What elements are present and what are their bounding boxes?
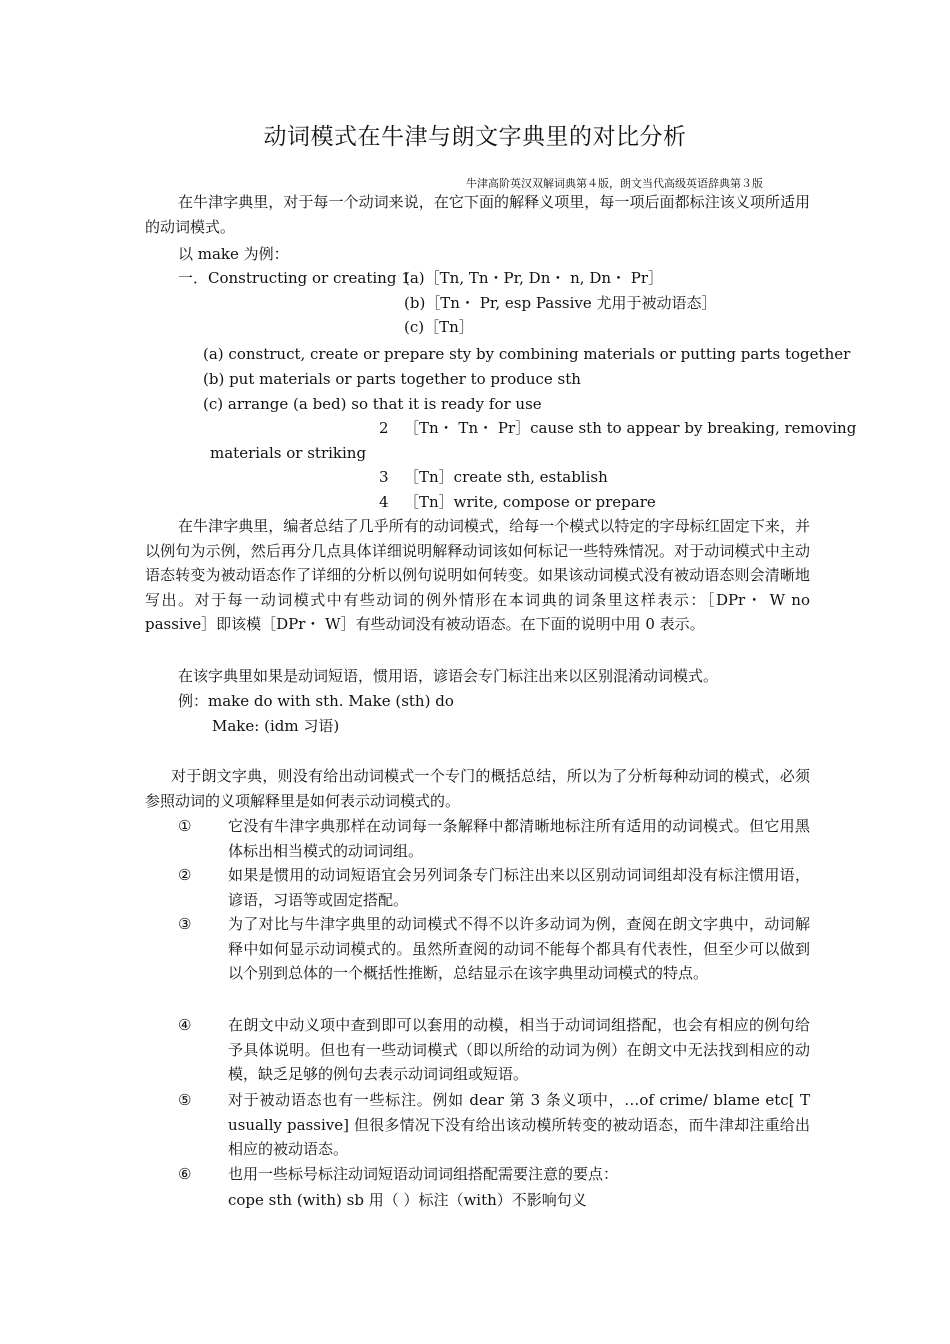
item-2-text: 如果是惯用的动词短语宜会另列词条专门标注出来以区别动词词组却没有标注惯用语，谚语，习语等或固定搭配。 xyxy=(228,866,810,909)
example-line-2: Make: (idm 习语) xyxy=(212,717,340,735)
definition-a: (a) construct, create or prepare sty by combining materials or putting parts together xyxy=(203,345,851,363)
source-note: 牛津高阶英汉双解词典第４版，朗文当代高级英语辞典第３版 xyxy=(466,177,763,190)
sense-3-text: ［Tn］create sth, establish xyxy=(404,468,608,486)
item-4-text: 在朗文中动义项中查到即可以套用的动模，相当于动词词组搭配，也会有相应的例句给予具体说明。但也有一些动词模式（即以所给的动词为例）在朗文中无法找到相应的动模，缺乏足够的例句去表示动词词组或短语。 xyxy=(228,1016,810,1083)
item-6-example: cope sth (with) sb 用（ ）标注（with）不影响句义 xyxy=(228,1191,587,1209)
sense-2-continuation: materials or striking xyxy=(210,444,367,462)
sense-2-text: ［Tn・ Tn・ Pr］cause sth to appear by breaking, removing xyxy=(404,419,857,437)
sense-2-number: 2 xyxy=(379,419,389,437)
sense-c-code: (c)［Tn］ xyxy=(404,318,474,336)
item-5-text: 对于被动语态也有一些标注。例如 dear 第 3 条义项中，…of crime/ blame etc[ T usually passive] 但很多情况下没有给出该动模所转变的被动语态，而牛津却注重给出相应的被动语态。 xyxy=(228,1091,810,1158)
item-6-number: ⑥ xyxy=(178,1165,192,1183)
longman-paragraph: 对于朗文字典，则没有给出动词模式一个专门的概括总结，所以为了分析每种动词的模式，必须参照动词的义项解释里是如何表示动词模式的。 xyxy=(145,767,810,810)
phrase-paragraph: 在该字典里如果是动词短语，惯用语，谚语会专门标注出来以区别混淆动词模式。 xyxy=(178,667,719,685)
item-3-number: ③ xyxy=(178,915,192,933)
sense-4-text: ［Tn］write, compose or prepare xyxy=(404,493,656,511)
entry-heading: 一．Constructing or creating 1 xyxy=(178,269,411,287)
intro-paragraph: 在牛津字典里，对于每一个动词来说，在它下面的解释义项里，每一项后面都标注该义项所适用的动词模式。 xyxy=(145,193,810,236)
oxford-paragraph: 在牛津字典里，编者总结了几乎所有的动词模式，给每一个模式以特定的字母标红固定下来，并以例句为示例，然后再分几点具体详细说明解释动词该如何标记一些特殊情况。对于动词模式中主动语态转变为被动语态作了详细的分析以例句说明如何转变。如果该动词模式没有被动语态则会清晰地写出。对于每一动词模式中有些动词的例外情形在本词典的词条里这样表示：［DPr・ W no passive］即该模［DPr・ W］有些动词没有被动语态。在下面的说明中用 0 表示。 xyxy=(145,517,810,633)
definition-b: (b) put materials or parts together to produce sth xyxy=(203,370,581,388)
item-1-number: ① xyxy=(178,817,192,835)
sense-a-code: (a)［Tn, Tn・Pr, Dn・ n, Dn・ Pr］ xyxy=(404,269,664,287)
item-5-number: ⑤ xyxy=(178,1091,192,1109)
item-4-number: ④ xyxy=(178,1016,192,1034)
sense-b-code: (b)［Tn・ Pr, esp Passive 尤用于被动语态］ xyxy=(404,294,717,312)
definition-c: (c) arrange (a bed) so that it is ready for use xyxy=(203,395,542,413)
sense-3-number: 3 xyxy=(379,468,389,486)
item-6-text: 也用一些标号标注动词短语动词词组搭配需要注意的要点： xyxy=(228,1165,619,1183)
item-1-text: 它没有牛津字典那样在动词每一条解释中都清晰地标注所有适用的动词模式。但它用黑体标出相当模式的动词词组。 xyxy=(228,817,810,860)
item-3-text: 为了对比与牛津字典里的动词模式不得不以许多动词为例，查阅在朗文字典中，动词解释中如何显示动词模式的。虽然所查阅的动词不能每个都具有代表性，但至少可以做到以个别到总体的一个概括性推断，总结显示在该字典里动词模式的特点。 xyxy=(228,915,810,982)
page-title: 动词模式在牛津与朗文字典里的对比分析 xyxy=(263,124,687,150)
sense-4-number: 4 xyxy=(379,493,389,511)
example-intro: 以 make 为例： xyxy=(178,245,289,263)
example-line-1: 例：make do with sth. Make (sth) do xyxy=(178,692,454,710)
item-2-number: ② xyxy=(178,866,192,884)
